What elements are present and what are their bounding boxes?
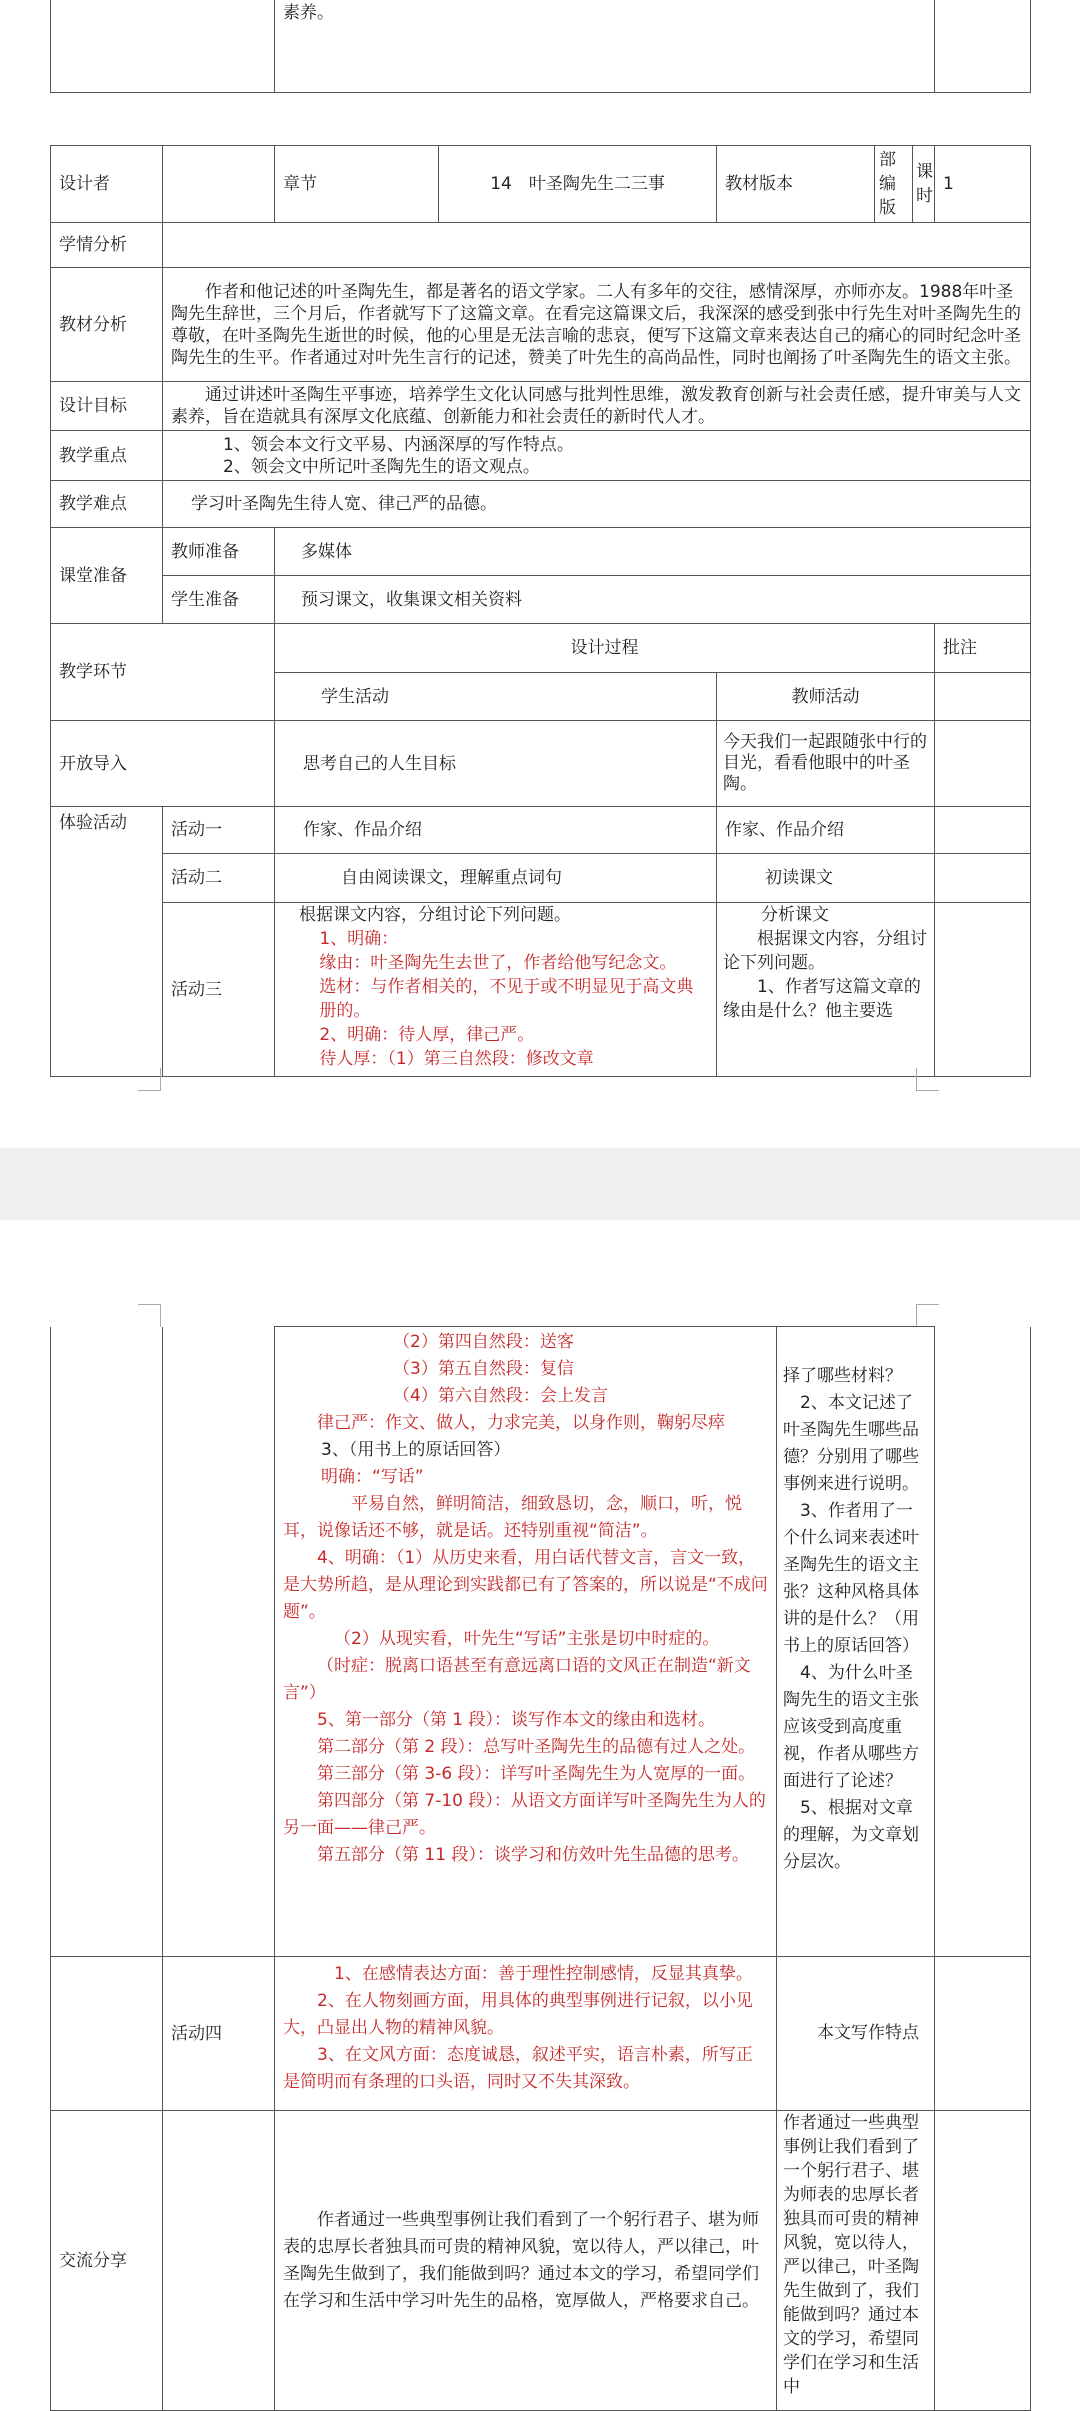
notes-cell-5 [935,903,1031,1077]
act3-teacher-p3: 1、作者写这篇文章的缘由是什么？他主要选 [723,977,921,1021]
cont-empty-1 [51,1327,163,1957]
act3-line-1-prefix [299,927,708,951]
act3-teacher-p1: 分析课文 [761,905,830,925]
document-page-2 [0,1220,1080,2400]
corner-mark-br [916,1068,939,1091]
experience-label: 体验活动 [51,807,163,1077]
act3-cont-13: 第三部分（第 3-6 段）：详写叶圣陶先生为人宽厚的一面。 [317,1764,756,1784]
chapter-label: 章节 [275,146,439,223]
lesson-plan-table [50,145,1031,1077]
teacher-activity-label: 教师活动 [717,673,935,721]
designer-label: 设计者 [51,146,163,223]
act3-line-5: 待人厚：（1）第三自然段：修改文章 [319,1049,594,1069]
share-teacher: 作者通过一些典型事例让我们看到了一个躬行君子、堪为师表的忠厚长者独具而可贵的精神风貌，宽以待人，严以律己，叶圣陶先生做到了，我们能做到吗？通过本文的学习，希望同学们在学习和生活中 [783,2113,919,2397]
share-label: 交流分享 [51,2111,163,2411]
design-process-label: 设计过程 [275,624,935,673]
notes-cell-7 [935,1957,1031,2111]
act3-cont-4: 律己严：作文、做人，力求完美，以身作则，鞠躬尽瘁 [317,1413,725,1433]
act3-line-3: 选材：与作者相关的，不见于或不明显见于高文典册的。 [319,977,694,1021]
corner-mark-tr [916,1304,939,1327]
act3-cont-11: 5、第一部分（第 1 段）：谈写作本文的缘由和选材。 [317,1710,715,1730]
prep-label: 课堂准备 [51,528,163,624]
act3-cont-5: 3、（用书上的原话回答） [321,1440,511,1460]
act1-teacher: 作家、作品介绍 [717,807,935,854]
act3-cont-6: 明确：“写话” [321,1467,424,1487]
act3-cont-12: 第二部分（第 2 段）：总写叶圣陶先生的品德有过人之处。 [317,1737,756,1757]
act3-teacher-p2: 根据课文内容，分组讨论下列问题。 [723,929,928,973]
act4-student-2: 2、在人物刻画方面，用具体的典型事例进行记叙，以小见大，凸显出人物的精神风貌。 [283,1991,753,2038]
fragment-cell-left [51,0,275,93]
act3-intro: 根据课文内容，分组讨论下列问题。 [299,905,571,925]
edition-label: 教材版本 [717,146,875,223]
intro-label: 开放导入 [51,721,275,807]
act3-label: 活动三 [163,903,275,1077]
act3-line-4: 2、明确：待人厚，律己严。 [319,1025,535,1045]
material-analysis-label: 教材分析 [51,268,163,382]
notes-cell-8 [935,2111,1031,2411]
student-activity-label: 学生活动 [275,673,717,721]
student-prep-value: 预习课文，收集课文相关资料 [275,576,1031,624]
notes-cell-1 [935,673,1031,721]
act3-cont-7: 平易自然，鲜明简洁，细致恳切，念，顺口，听，悦耳，说像话还不够，就是话。还特别重视“简洁”。 [283,1494,742,1541]
share-empty [163,2111,275,2411]
edition-value: 部编版 [875,146,913,223]
difficulty-text: 学习叶圣陶先生待人宽、律己严的品德。 [163,481,1031,528]
period-value: 1 [935,146,1031,223]
act2-teacher: 初读课文 [717,854,935,903]
teacher-prep-label: 教师准备 [163,528,275,576]
act3-cont-8: 4、明确：（1）从历史来看，用白话代替文言，言文一致，是大势所趋，是从理论到实践都已有了答案的，所以说是“不成问题”。 [283,1548,768,1622]
act3-cont-1: （2）第四自然段：送客 [393,1332,574,1352]
act1-student: 作家、作品介绍 [275,807,717,854]
notes-cell-3 [935,807,1031,854]
act3-cont-14: 第四部分（第 7-10 段）：从语文方面详写叶圣陶先生为人的另一面——律己严。 [283,1791,766,1838]
act3-cont-9: （2）从现实看，叶先生“写话”主张是切中时症的。 [334,1629,720,1649]
notes-cell-2 [935,721,1031,807]
period-label: 课时 [913,146,935,223]
material-analysis-text: 作者和他记述的叶圣陶先生，都是著名的语文学家。二人有多年的交往，感情深厚，亦师亦友。1988年叶圣陶先生辞世，三个月后，作者就写下了这篇文章。在看完这篇课文后，我深深的感受到张中行先生对叶圣陶先生的尊敬，在叶圣陶先生逝世的时候，他的心里是无法言喻的悲哀，便写下这篇文章来表达自己的痛心的同时纪念叶圣陶先生的生平。作者通过对叶先生言行的记述，赞美了叶先生的高尚品性，同时也阐扬了叶圣陶先生的语文主张。 [171,281,1021,368]
document-page-1 [0,0,1080,1148]
notes-cell-4 [935,854,1031,903]
student-prep-label: 学生准备 [163,576,275,624]
student-analysis-label: 学情分析 [51,223,163,268]
designer-value [163,146,275,223]
act1-label: 活动一 [163,807,275,854]
key-point-2: 2、领会文中所记叶圣陶先生的语文观点。 [223,456,540,477]
act3-line-2: 缘由：叶圣陶先生去世了，作者给他写纪念文。 [319,953,677,973]
intro-student: 思考自己的人生目标 [275,721,717,807]
act2-student: 自由阅读课文，理解重点词句 [275,854,717,903]
act2-label: 活动二 [163,854,275,903]
design-goal-label: 设计目标 [51,382,163,431]
difficulty-label: 教学难点 [51,481,163,528]
page-separator [0,1148,1080,1220]
act3-line-1: 1、明确： [319,929,399,949]
act3-cont-15: 第五部分（第 11 段）：谈学习和仿效叶先生品德的思考。 [317,1845,749,1865]
previous-table-fragment [50,0,1031,93]
share-student: 作者通过一些典型事例让我们看到了一个躬行君子、堪为师表的忠厚长者独具而可贵的精神风貌，宽以待人，严以律己，叶圣陶先生做到了，我们能做到吗？通过本文的学习，希望同学们在学习和生活中学习叶先生的品格，宽厚做人，严格要求自己。 [283,2209,759,2311]
cont-empty-3 [51,1957,163,2111]
act4-teacher: 本文写作特点 [817,2023,919,2043]
lesson-plan-table-continued [50,1326,1031,2411]
notes-label: 批注 [935,624,1031,673]
corner-mark-tl [138,1304,161,1327]
notes-cell-6 [935,1327,1031,1957]
act3-cont-10: （时症：脱离口语甚至有意远离口语的文风正在制造“新文言”） [283,1656,751,1703]
corner-mark-bl [138,1068,161,1091]
chapter-title: 14 叶圣陶先生二三事 [439,146,717,223]
design-goal-text: 通过讲述叶圣陶生平事迹，培养学生文化认同感与批判性思维，激发教育创新与社会责任感，提升审美与人文素养，旨在造就具有深厚文化底蕴、创新能力和社会责任的新时代人才。 [171,385,1021,427]
key-point-1: 1、领会本文行文平易、内涵深厚的写作特点。 [223,434,574,455]
teacher-prep-value: 多媒体 [275,528,1031,576]
act3-cont-3: （4）第六自然段：会上发言 [393,1386,608,1406]
act4-label: 活动四 [163,1957,275,2111]
stage-label: 教学环节 [51,624,275,721]
header-row [51,146,1031,223]
intro-teacher: 今天我们一起跟随张中行的目光，看看他眼中的叶圣陶。 [717,721,935,807]
fragment-cell-right [935,0,1031,93]
act4-student-3: 3、在文风方面：态度诚恳，叙述平实，语言朴素，所写正是简明而有条理的口头语，同时又不失其深致。 [283,2045,753,2092]
act3-cont-teacher: 择了哪些材料？ 2、本文记述了叶圣陶先生哪些品德？分别用了哪些事例来进行说明。 3、作者用了一个什么词来表述叶圣陶先生的语文主张？这种风格具体讲的是什么？（用书上的原话回答） 4、为什么叶圣陶先生的语文主张应该受到高度重视，作者从哪些方面进行了论述？ 5、根据对文章的理解，为文章划分层次。 [777,1327,935,1957]
fragment-cell-text: 素养。 [275,0,935,93]
cont-empty-2 [163,1327,275,1957]
key-points-label: 教学重点 [51,431,163,481]
student-analysis-value [163,223,1031,268]
act3-cont-2: （3）第五自然段：复信 [393,1359,574,1379]
act4-student-1: 1、在感情表达方面：善于理性控制感情，反显其真挚。 [334,1964,753,1984]
